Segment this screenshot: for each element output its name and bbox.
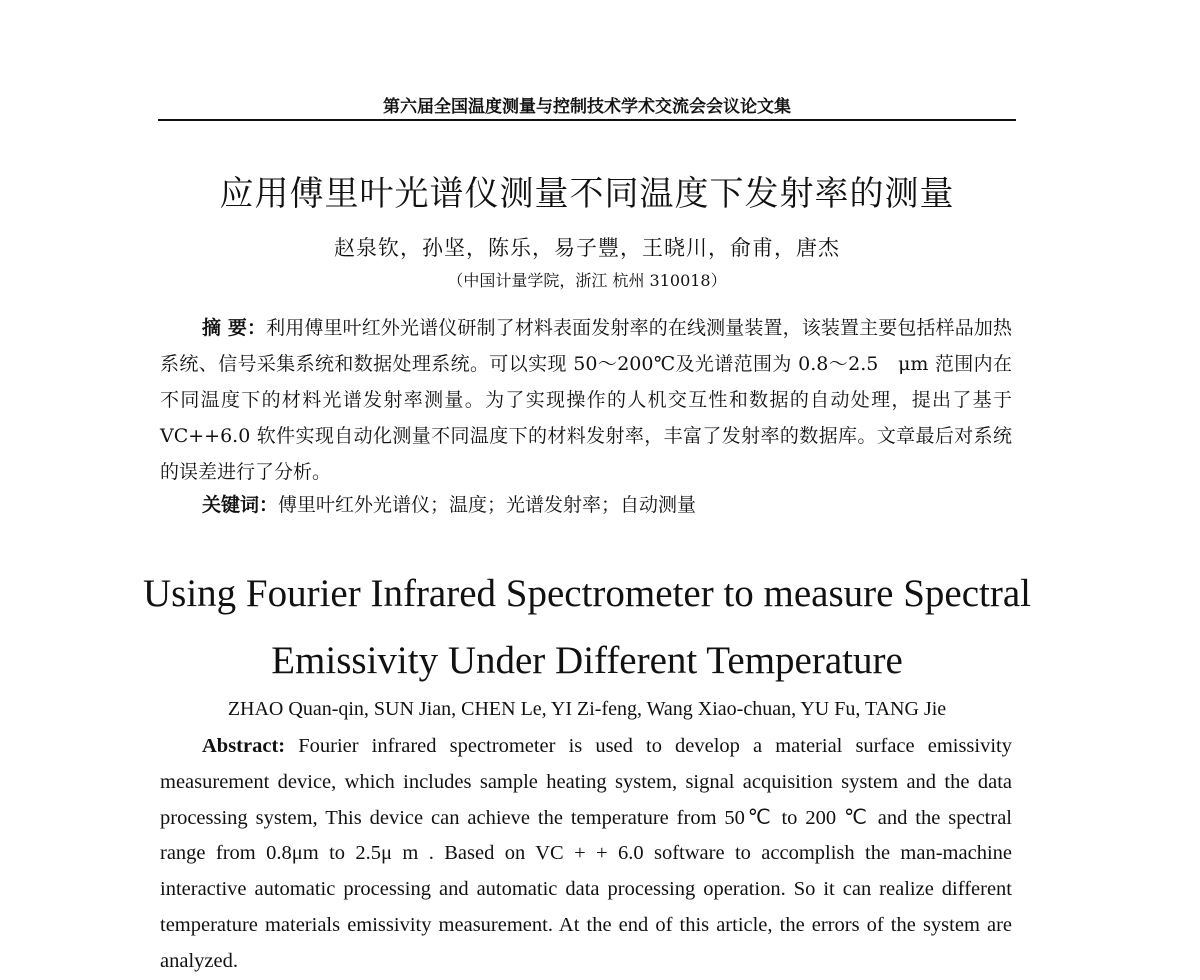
english-abstract-text: Fourier infrared spectrometer is used to develop a material surface emissivity measurement device, which includes sample heating system, signal acquisition system and the data processing system, This device can achieve the temperature from 50℃ to 200 ℃ and the spectral range from 0.8μm to 2.5μ m . Based on VC + + 6.0 software to accomplish the man-machine interactive automatic processing and automatic data processing operation. So it can realize different temperature materials emissivity measurement. At the end of this article, the errors of the system are analyzed. [160, 735, 1012, 972]
english-abstract-label: Abstract: [202, 735, 286, 757]
chinese-authors: 赵泉钦，孙坚，陈乐，易子豐，王晓川，俞甫，唐杰 [334, 236, 840, 260]
chinese-keywords-text: 傅里叶红外光谱仪；温度；光谱发射率；自动测量 [278, 494, 697, 516]
chinese-title: 应用傅里叶光谱仪测量不同温度下发射率的测量 [219, 174, 955, 214]
english-abstract [160, 729, 1012, 980]
chinese-abstract-label: 摘 要： [202, 317, 267, 339]
english-title-line1: Using Fourier Infrared Spectrometer to measure Spectral [142, 572, 1031, 615]
english-title [140, 560, 1034, 694]
chinese-abstract-text: 利用傅里叶红外光谱仪研制了材料表面发射率的在线测量装置，该装置主要包括样品加热系统、信号采集系统和数据处理系统。可以实现 50～200℃及光谱范围为 0.8～2.5 μm 范围内在不同温度下的材料光谱发射率测量。为了实现操作的人机交互性和数据的自动处理，提出了基于 VC++6.0 软件实现自动化测量不同温度下的材料发射率，丰富了发射率的数据库。文章最后对系统的误差进行了分析。 [160, 317, 1012, 483]
english-authors: ZHAO Quan-qin, SUN Jian, CHEN Le, YI Zi-feng, Wang Xiao-chuan, YU Fu, TANG Jie [227, 698, 947, 720]
chinese-keywords [202, 490, 1012, 517]
running-header: 第六届全国温度测量与控制技术学术交流会会议论文集 [383, 97, 791, 117]
chinese-abstract [160, 310, 1012, 490]
chinese-keywords-label: 关键词： [202, 494, 279, 516]
english-title-line2: Emissivity Under Different Temperature [271, 639, 903, 682]
chinese-affiliation: （中国计量学院，浙江 杭州 310018） [447, 271, 727, 290]
header-rule [158, 119, 1016, 121]
